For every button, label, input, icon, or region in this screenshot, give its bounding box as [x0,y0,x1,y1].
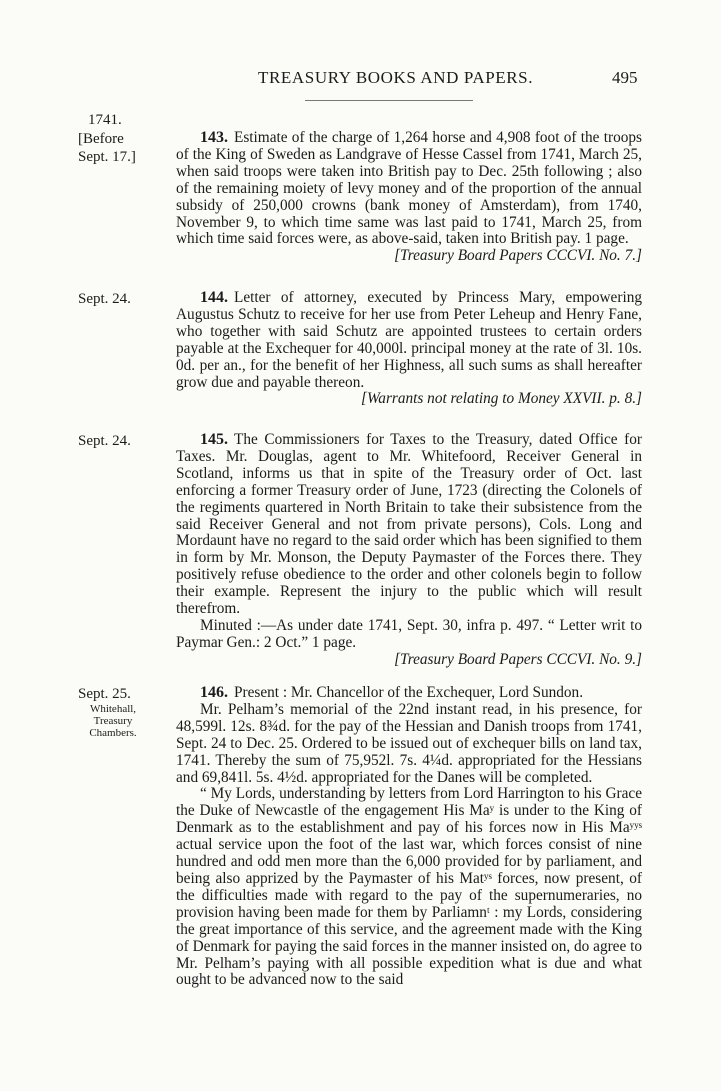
entry-date-line: Sept. 24. [78,291,131,307]
entry-date-line: Sept. 24. [78,433,131,449]
entry-date-line: Sept. 17.] [78,149,136,165]
entry-number: 146. [200,684,228,701]
entry-place-line: Chambers. [89,727,137,739]
running-head: TREASURY BOOKS AND PAPERS. [258,68,534,87]
entry-source: [Warrants not relating to Money XXVII. p. 8.] [361,390,642,408]
entry-present: Present : Mr. Chancellor of the Exchequer, Lord Sundon. [234,684,584,701]
entry-source: [Treasury Board Papers CCCVI. No. 7.] [394,247,642,265]
entry-minuted: Minuted :—As under date 1741, Sept. 30, infra p. 497. “ Letter writ to Paymar Gen.: 2 Oct.” 1 page. [176,616,642,651]
entry-date [78,432,170,450]
entry-text: Estimate of the charge of 1,264 horse and 4,908 foot of the troops of the King of Sweden as Landgrave of Hesse Cassel from 1741, March 25, when said troops were taken into British pay to Dec. 25th following ; also of the remaining moiety of levy money and of the proportion of the annual subsidy of 250,000 crowns (bank money of Amsterdam), from 1740, November 9, to which time same was last paid to 1741, March 25, from which time said forces were, as above-said, taken into British pay. 1 page. [176,129,642,248]
header-rule [305,100,473,101]
entry-body [176,432,642,669]
entry-source: [Treasury Board Papers CCCVI. No. 9.] [394,650,642,668]
entry-date-line: Sept. 25. [78,686,131,702]
year-marker: 1741. [88,112,122,128]
entry-paragraph: “ My Lords, understanding by letters from Lord Harrington to his Grace the Duke of Newcastle of the engagement His Maʸ is under to the King of Denmark as to the establishment and pay of his forces now in His Maʸʸˢ actual service upon the foot of the last war, which forces consist of nine hundred and odd men more than the 6,000 provided for by parliament, and being also apprized by the Paymaster of his Matʸˢ forces, now present, of the difficulties made with regard to the pay of the supernumeraries, no provision having been made for them by Parliamnᵗ : my Lords, considering the great importance of this service, and the agreement made with the King of Denmark for paying the said forces in the manner insisted on, do agree to Mr. Pelham’s paying with all possible expedition what is due and what ought to be advanced now to the said [176,785,642,989]
entry-date [78,130,170,166]
page-number: 495 [612,68,638,87]
entry-text: The Commissioners for Taxes to the Treasury, dated Office for Taxes. Mr. Douglas, agent to Mr. Whitefoord, Receiver General in Scotland, informs us that in spite of the Treasury order of Oct. last enforcing a former Treasury order of June, 1723 (directing the Colonels of the regiments quartered in North Britain to take their subsistence from the said Receiver General and not from private persons), Cols. Long and Mordaunt have no regard to the said order which has been signified to them in form by Mr. Monson, the Deputy Paymaster of the Forces there. They positively refuse obedience to the order and other colonels begin to follow their example. Represent the injury to the public which will result therefrom. [176,431,642,618]
entry-number: 143. [200,129,228,146]
entry-date [78,685,170,739]
entry-place-line: Whitehall, [89,703,137,715]
entry-paragraph: Mr. Pelham’s memorial of the 22nd instant read, in his presence, for 48,599l. 12s. 8¾d. for the pay of the Hessian and Danish troops from 1741, Sept. 24 to Dec. 25. Ordered to be issued out of exchequer bills on land tax, 1741. Thereby the sum of 75,952l. 7s. 4¼d. appropriated for the Hessians and 69,841l. 5s. 4½d. appropriated for the Danes will be completed. [176,700,642,786]
entry-date [78,290,170,308]
page-header [0,68,721,92]
entry-date-line: [Before [78,131,124,147]
entry-number: 144. [200,289,228,306]
entry-body [176,130,642,265]
entry-text: Letter of attorney, executed by Princess Mary, empowering Augustus Schutz to receive for her use from Peter Leheup and Henry Fane, who together with said Schutz are appointed trustees to certain orders payable at the Exchequer for 40,000l. principal money at the rate of 3l. 10s. 0d. per an., for the benefit of her Highness, all such sums as shall hereafter grow due and payable thereon. [176,289,642,391]
entry-body [176,290,642,408]
entry-number: 145. [200,431,228,448]
entry-place-line: Treasury [93,715,133,727]
entry-body [176,685,642,989]
